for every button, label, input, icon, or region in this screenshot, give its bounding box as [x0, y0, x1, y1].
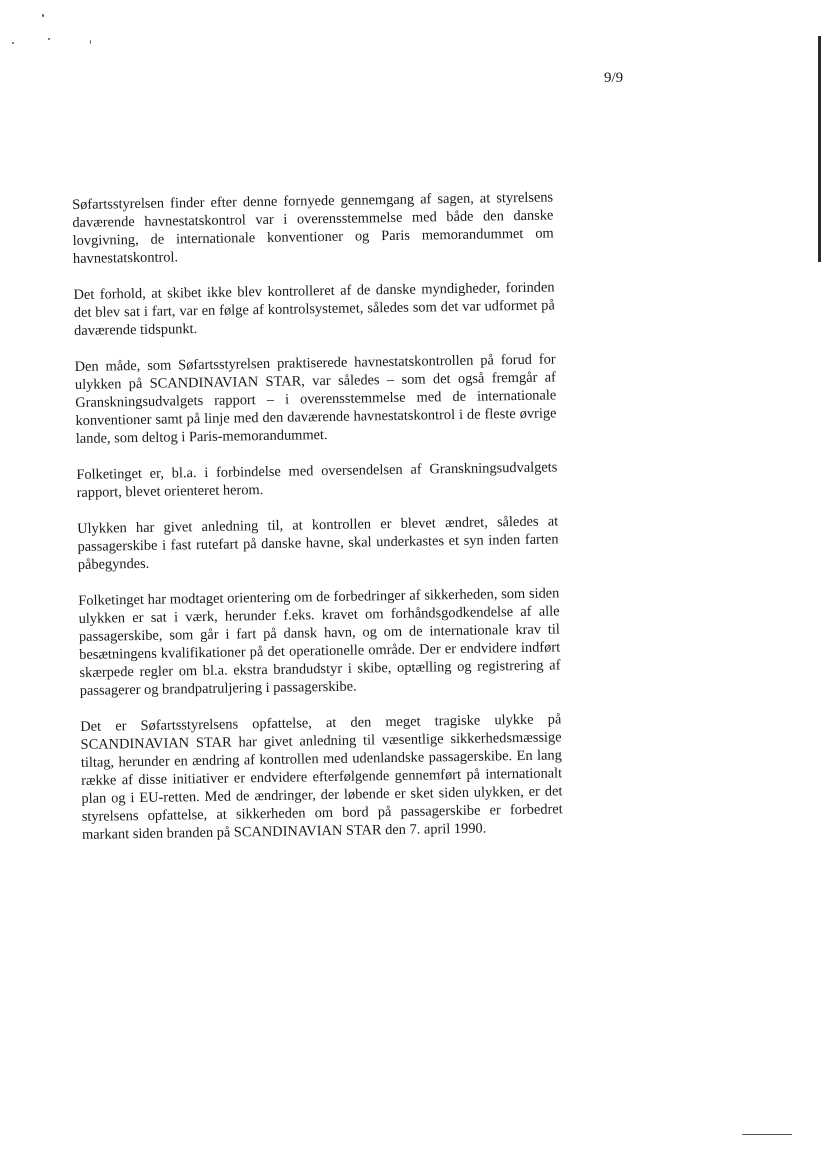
paragraph: Folketinget har modtaget orientering om de forbedringer af sikkerheden, som siden ulykken er sat i værk, herunder f.eks. kravet om forhåndsgodkendelse af alle passagerskibe, som går i fart på dansk havn, og om de internationale krav til besætningens kvalifikationer på det operationelle område. Der er endvidere indført skærpede regler om bl.a. ekstra brandudstyr i skibe, optælling og registrering af passagerer og brandpatruljering i passagerskibe.: [78, 585, 561, 699]
paragraph: Folketinget er, bl.a. i forbindelse med oversendelsen af Granskningsudvalgets rapport, blevet orienteret herom.: [76, 459, 558, 501]
scan-line-bottom: [742, 1134, 792, 1135]
paragraph: Søfartsstyrelsen finder efter denne fornyede gennemgang af sagen, at styrelsens daværende havnestatskontrol var i overensstemmelse med både den danske lovgivning, de internationale konventioner og Paris memorandummet om havnestatskontrol.: [72, 189, 554, 267]
scan-speck: [42, 14, 44, 17]
page-number: 9/9: [604, 70, 624, 86]
paragraph: Det forhold, at skibet ikke blev kontrolleret af de danske myndigheder, forinden det blev sat i fart, var en følge af kontrolsystemet, således som det var udformet på daværende tidspunkt.: [73, 279, 555, 339]
paragraph: Ulykken har givet anledning til, at kontrollen er blevet ændret, således at passagerskibe i fast rutefart på danske havne, skal underkastes et syn inden farten påbegyndes.: [77, 513, 559, 573]
scan-speck: [90, 40, 91, 44]
letter-body: [72, 188, 563, 861]
scan-speck: [12, 42, 14, 44]
paragraph: Den måde, som Søfartsstyrelsen praktiserede havnestatskontrollen på forud for ulykken på SCANDINAVIAN STAR, var således – som det også fremgår af Granskningsudvalgets rapport – i overensstemmelse med de internationale konventioner samt på linje med den daværende havnestatskontrol i de fleste øvrige lande, som deltog i Paris-memorandummet.: [74, 351, 557, 447]
paragraph: Det er Søfartsstyrelsens opfattelse, at den meget tragiske ulykke på SCANDINAVIAN STAR har givet anledning til væsentlige sikkerhedsmæssige tiltag, herunder en ændring af kontrollen med udenlandske passagerskibe. En lang række af disse initiativer er endvidere efterfølgende gennemført på internationalt plan og i EU-retten. Med de ændringer, der løbende er sket siden ulykken, er det styrelsens opfattelse, at sikkerheden om bord på passagerskibe er forbedret markant siden branden på SCANDINAVIAN STAR den 7. april 1990.: [80, 711, 563, 843]
scan-edge-line: [818, 36, 821, 262]
scan-speck: [48, 38, 50, 40]
